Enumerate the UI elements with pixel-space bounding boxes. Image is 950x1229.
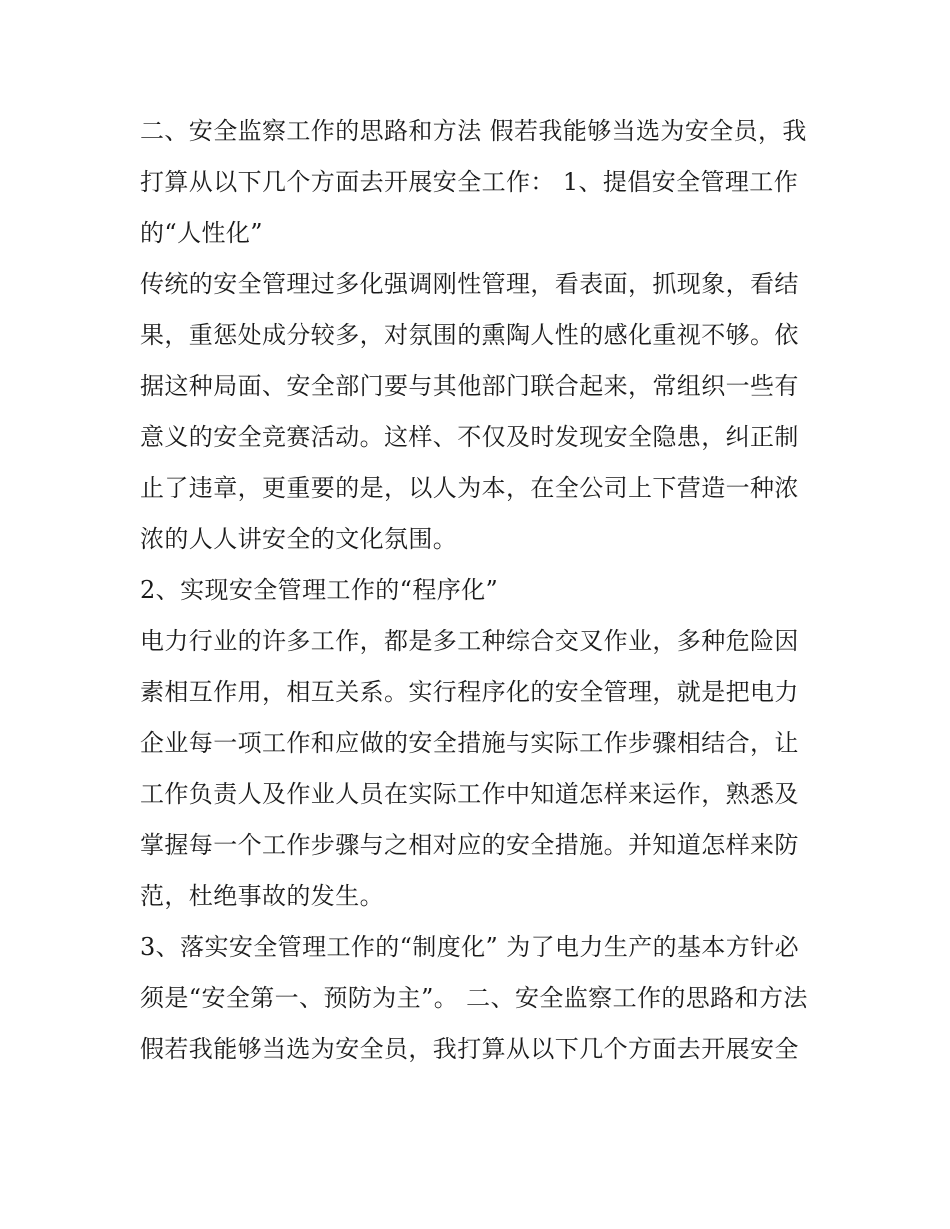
- paragraph-institution: 3、落实安全管理工作的“制度化” 为了电力生产的基本方针必须是“安全第一、预防为主”。 二、安全监察工作的思路和方法: [140, 933, 808, 1012]
- paragraph-heading-procedure: 2、实现安全管理工作的“程序化”: [140, 576, 499, 604]
- paragraph-intro: 二、安全监察工作的思路和方法 假若我能够当选为安全员，我打算从以下几个方面去开展安全工作： 1、提倡安全管理工作的“人性化”: [140, 117, 807, 247]
- paragraph-procedure: 电力行业的许多工作，都是多工种综合交叉作业，多种危险因素相互作用，相互关系。实行程序化的安全管理，就是把电力企业每一项工作和应做的安全措施与实际工作步骤相结合，让工作负责人及作业人员在实际工作中知道怎样来运作，熟悉及掌握每一个工作步骤与之相对应的安全措施。并知道怎样来防范，杜绝事故的发生。: [140, 627, 799, 910]
- paragraph-closing: 假若我能够当选为安全员，我打算从以下几个方面去开展安全: [140, 1035, 799, 1063]
- paragraph-humanization: 传统的安全管理过多化强调刚性管理，看表面，抓现象，看结果，重惩处成分较多，对氛围的熏陶人性的感化重视不够。依据这种局面、安全部门要与其他部门联合起来，常组织一些有意义的安全竞赛活动。这样、不仅及时发现安全隐患，纠正制止了违章，更重要的是，以人为本，在全公司上下营造一种浓浓的人人讲安全的文化氛围。: [140, 270, 799, 553]
- document-body: [140, 106, 820, 1075]
